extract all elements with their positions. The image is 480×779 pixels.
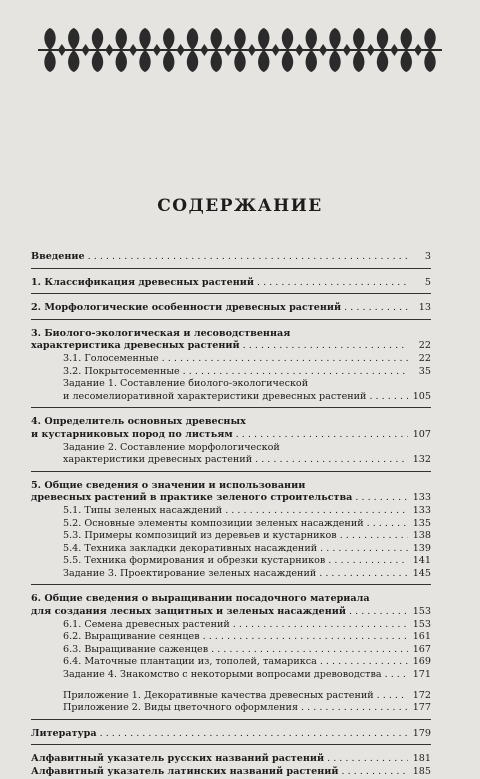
toc-entry	[31, 753, 431, 766]
toc-entry-title: 5.4. Техника закладки декоративных насаждений	[63, 542, 318, 554]
toc-entry-line	[31, 302, 431, 315]
toc-subentry	[31, 568, 431, 581]
table-of-contents	[31, 251, 431, 779]
toc-page-number: 169	[412, 656, 431, 668]
toc-entry-title: Задание 1. Составление биолого-экологической	[63, 378, 309, 390]
leaf-shape	[116, 50, 127, 72]
toc-page-number: 141	[412, 555, 431, 567]
toc-subentry	[31, 555, 431, 568]
toc-entry-line	[31, 753, 431, 766]
leaf-shape	[234, 28, 245, 50]
toc-entry-title: 5.3. Примеры композиций из деревьев и кустарников	[63, 530, 337, 542]
toc-page-number: 22	[418, 352, 431, 364]
toc-page-number: 179	[412, 727, 431, 739]
leaf-shape	[211, 50, 222, 72]
toc-entry	[31, 480, 431, 505]
toc-entry-line	[31, 416, 431, 429]
toc-entry-title: Приложение 2. Виды цветочного оформления	[63, 702, 299, 714]
dot-leader	[183, 366, 408, 379]
leaf-shape	[68, 50, 79, 72]
toc-entry-line	[63, 631, 431, 644]
dot-leader	[233, 619, 408, 632]
toc-entry-title: 5.5. Техника формирования и обрезки кустарников	[63, 555, 326, 567]
dot-leader	[328, 555, 408, 568]
toc-page-number: 13	[418, 302, 431, 314]
dot-leader	[320, 543, 408, 556]
toc-page-number: 172	[412, 689, 431, 701]
toc-entry	[31, 328, 431, 353]
dot-leader	[367, 518, 408, 531]
section-divider	[31, 584, 431, 585]
leaf-shape	[187, 28, 198, 50]
toc-entry-title: 5. Общие сведения о значении и использовании	[31, 479, 306, 491]
leaf-shape	[139, 50, 150, 72]
toc-entry-line	[63, 353, 431, 366]
leaf-shape	[282, 50, 293, 72]
leaf-shape	[92, 28, 103, 50]
toc-entry-title: 3.2. Покрытосеменные	[63, 365, 180, 377]
toc-heading: СОДЕРЖАНИЕ	[157, 196, 323, 216]
toc-entry-title: Задание 3. Проектирование зеленых насаждений	[63, 567, 317, 579]
toc-entry-line	[63, 366, 431, 379]
toc-entry	[31, 728, 431, 741]
toc-entry-title: древесных растений в практике зеленого строительства	[31, 492, 353, 504]
dot-leader	[255, 454, 408, 467]
toc-entry-line	[31, 480, 431, 493]
dot-leader	[327, 753, 408, 766]
leaf-shape	[163, 50, 174, 72]
section-divider	[31, 268, 431, 269]
toc-entry-title: Литература	[31, 727, 97, 739]
toc-entry-line	[63, 619, 431, 632]
toc-subentry	[31, 656, 431, 669]
leaf-shape	[353, 50, 364, 72]
dot-leader	[341, 766, 408, 779]
leaf-shape	[44, 28, 55, 50]
toc-entry-line	[63, 391, 431, 404]
leaf-shape	[353, 28, 364, 50]
toc-entry-line	[63, 690, 431, 703]
dot-leader	[355, 492, 408, 505]
toc-page-number: 185	[412, 766, 431, 777]
toc-subentry	[31, 619, 431, 632]
toc-subentry	[31, 631, 431, 644]
toc-entry-line	[63, 669, 431, 682]
decorative-leaf-border	[38, 26, 442, 74]
dot-leader	[385, 669, 408, 682]
toc-entry-title: 6. Общие сведения о выращивании посадочного материала	[31, 593, 370, 605]
toc-subentry	[31, 543, 431, 556]
dot-leader	[162, 353, 408, 366]
toc-entry-line	[63, 568, 431, 581]
toc-subentry	[31, 353, 431, 366]
toc-subentry	[31, 378, 431, 403]
ornament-bar	[38, 49, 442, 51]
leaf-shape	[377, 28, 388, 50]
section-divider	[31, 319, 431, 320]
toc-entry-line	[63, 555, 431, 568]
leaf-shape	[401, 28, 412, 50]
toc-entry-title: Алфавитный указатель русских названий растений	[31, 753, 325, 765]
dot-leader	[225, 505, 408, 518]
dot-leader	[243, 340, 408, 353]
toc-page-number: 135	[412, 517, 431, 529]
toc-entry-title: и лесомелиоративной характеристики древесных растений	[63, 390, 367, 402]
leaf-shape	[329, 50, 340, 72]
dot-leader	[340, 530, 408, 543]
toc-page-number: 145	[412, 567, 431, 579]
toc-entry-title: 4. Определитель основных древесных	[31, 416, 246, 428]
toc-page-number: 22	[418, 340, 431, 352]
toc-page-number: 133	[412, 504, 431, 516]
leaf-shape	[401, 50, 412, 72]
toc-entry	[31, 251, 431, 264]
toc-entry	[31, 766, 431, 779]
toc-entry-line	[63, 530, 431, 543]
toc-subentry	[31, 366, 431, 379]
toc-entry-line	[31, 766, 431, 779]
leaf-shape	[258, 50, 269, 72]
dot-leader	[257, 277, 408, 290]
leaf-shape	[258, 28, 269, 50]
toc-page-number: 133	[412, 492, 431, 504]
dot-leader	[369, 391, 408, 404]
toc-page-number: 35	[418, 365, 431, 377]
section-divider	[31, 407, 431, 408]
toc-page-number: 132	[412, 454, 431, 466]
toc-entry-title: Алфавитный указатель латинских названий растений	[31, 766, 339, 777]
toc-page-number: 139	[412, 542, 431, 554]
toc-entry-title: 6.4. Маточные плантации из, тополей, тамарикса	[63, 656, 317, 668]
dot-leader	[88, 251, 408, 264]
toc-page-number: 107	[412, 428, 431, 440]
dot-leader	[349, 606, 408, 619]
toc-subentry	[31, 669, 431, 682]
leaf-shape	[68, 28, 79, 50]
toc-entry-title: для создания лесных защитных и зеленых насаждений	[31, 606, 346, 618]
toc-page-number: 177	[412, 702, 431, 714]
toc-entry-title: и кустарниковых пород по листьям	[31, 428, 233, 440]
toc-entry-line	[31, 593, 431, 606]
leaf-shape	[306, 28, 317, 50]
leaf-shape	[424, 28, 435, 50]
toc-entry-title: характеристики древесных растений	[63, 454, 253, 466]
toc-page-number: 167	[412, 643, 431, 655]
leaf-shape	[234, 50, 245, 72]
toc-entry-title: 3. Биолого-экологическая и лесоводственная	[31, 327, 291, 339]
leaf-shape	[187, 50, 198, 72]
toc-entry-title: Приложение 1. Декоративные качества древесных растений	[63, 689, 374, 701]
toc-entry-line	[63, 656, 431, 669]
toc-subentry	[31, 518, 431, 531]
toc-page-number: 153	[412, 618, 431, 630]
toc-subentry	[31, 702, 431, 715]
toc-entry-line	[63, 505, 431, 518]
leaf-shape	[424, 50, 435, 72]
toc-entry-line	[63, 442, 431, 455]
toc-entry-line	[63, 543, 431, 556]
toc-entry	[31, 416, 431, 441]
toc-page-number: 171	[412, 669, 431, 681]
toc-subentry	[31, 690, 431, 703]
toc-entry-title: 5.2. Основные элементы композиции зеленых насаждений	[63, 517, 364, 529]
toc-subentry	[31, 505, 431, 518]
toc-entry-title: 6.3. Выращивание саженцев	[63, 643, 209, 655]
toc-page-number: 105	[412, 390, 431, 402]
toc-entry-line	[31, 277, 431, 290]
toc-entry-title: 6.1. Семена древесных растений	[63, 618, 230, 630]
dot-leader	[377, 690, 408, 703]
section-divider	[31, 719, 431, 720]
toc-entry-line	[31, 606, 431, 619]
toc-entry-line	[31, 251, 431, 264]
toc-page-number: 161	[412, 631, 431, 643]
toc-entry-line	[31, 728, 431, 741]
toc-entry-title: Введение	[31, 251, 85, 262]
leaf-shape	[163, 28, 174, 50]
toc-entry-line	[63, 644, 431, 657]
toc-page-number: 181	[412, 753, 431, 765]
toc-subentry	[31, 530, 431, 543]
toc-entry-title: 2. Морфологические особенности древесных растений	[31, 302, 342, 314]
leaf-shape	[44, 50, 55, 72]
section-divider	[31, 744, 431, 745]
toc-subentry	[31, 442, 431, 467]
dot-leader	[100, 728, 408, 741]
dot-leader	[344, 302, 408, 315]
toc-page-number: 153	[412, 606, 431, 618]
toc-page-number: 3	[424, 251, 431, 262]
toc-entry-line	[63, 378, 431, 391]
dot-leader	[320, 656, 408, 669]
toc-subentry	[31, 644, 431, 657]
toc-page-number: 5	[424, 276, 431, 288]
dot-leader	[301, 702, 408, 715]
leaf-shape	[116, 28, 127, 50]
toc-entry-line	[31, 429, 431, 442]
toc-entry-line	[31, 340, 431, 353]
toc-entry	[31, 277, 431, 290]
leaf-shape	[139, 28, 150, 50]
dot-leader	[203, 631, 408, 644]
toc-entry-line	[63, 702, 431, 715]
leaf-shape	[377, 50, 388, 72]
toc-entry-title: 1. Классификация древесных растений	[31, 276, 254, 288]
dot-leader	[236, 429, 408, 442]
toc-page-number: 138	[412, 530, 431, 542]
toc-entry-line	[63, 454, 431, 467]
leaf-shape	[329, 28, 340, 50]
leaf-shape	[211, 28, 222, 50]
leaf-shape	[306, 50, 317, 72]
spacer	[31, 682, 431, 690]
dot-leader	[319, 568, 408, 581]
leaf-shape	[282, 28, 293, 50]
section-divider	[31, 293, 431, 294]
toc-entry-title: Задание 4. Знакомство с некоторыми вопросами древоводства	[63, 669, 382, 681]
toc-entry-title: 5.1. Типы зеленых насаждений	[63, 504, 223, 516]
toc-entry-line	[63, 518, 431, 531]
toc-entry-line	[31, 328, 431, 341]
section-divider	[31, 471, 431, 472]
leaf-shape	[92, 50, 103, 72]
toc-entry-title: характеристика древесных растений	[31, 340, 240, 352]
toc-entry-title: 3.1. Голосеменные	[63, 352, 159, 364]
toc-entry	[31, 302, 431, 315]
toc-entry	[31, 593, 431, 618]
toc-entry-title: 6.2. Выращивание сеянцев	[63, 631, 200, 643]
toc-entry-title: Задание 2. Составление морфологической	[63, 441, 280, 453]
dot-leader	[211, 644, 408, 657]
toc-entry-line	[31, 492, 431, 505]
